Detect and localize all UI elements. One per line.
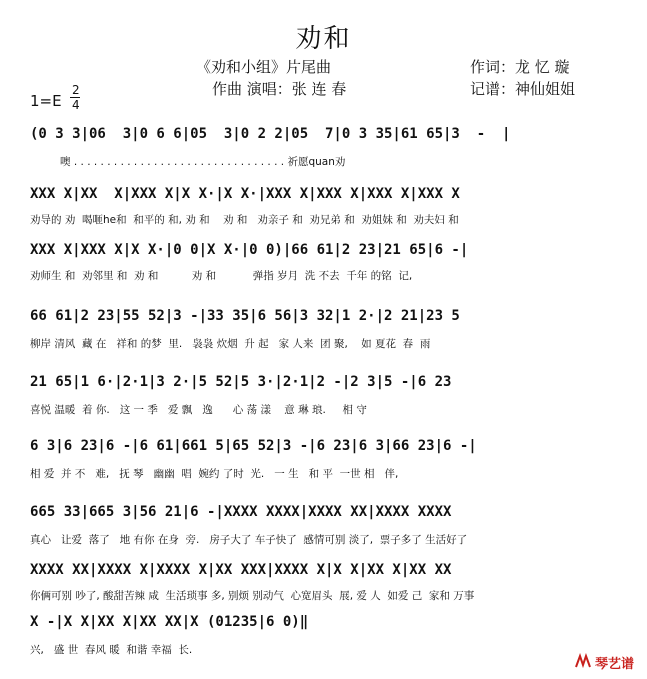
lyric-row: 真心 让爱 落了 地 有你 在身 旁. 房子大了 车子快了 感情可别 淡了, 票子多了 生活好了	[30, 534, 468, 546]
notation-row: XXX X|XX X|XXX X|X X·|X X·|XXX X|XXX X|XXX X|XXX X	[30, 186, 460, 202]
notation-row: (0 3 3|06 3|0 6 6|05 3|0 2 2|05 7|0 3 35|61 65|3 - |	[30, 126, 511, 142]
lyric-row: 喜悦 温暖 着 你. 这 一 季 爱 飘 逸 心 荡 漾 意 琳 琅. 相 守	[30, 404, 367, 416]
notation-row: 6 3|6 23|6 -|6 61|661 5|65 52|3 -|6 23|6 3|66 23|6 -|	[30, 438, 477, 454]
notation-row: XXX X|XXX X|X X·|0 0|X X·|0 0)|66 61|2 23|21 65|6 -|	[30, 242, 469, 258]
notation-row: 66 61|2 23|55 52|3 -|33 35|6 56|3 32|1 2·|2 21|23 5	[30, 308, 460, 324]
lyric-row: 劝师生 和 劝邻里 和 劝 和 劝 和 弹指 岁月 洗 不去 千年 的铭 记,	[30, 270, 413, 282]
lyric-row: 兴, 盛 世 春风 暖 和谐 幸福 长.	[30, 644, 193, 656]
lyric-row: 柳岸 清风 藏 在 祥和 的梦 里. 袅袅 炊烟 升 起 家 人来 团 聚, 如 夏花 春 雨	[30, 338, 431, 350]
notation-row: 665 33|665 3|56 21|6 -|XXXX XXXX|XXXX XX|XXXX XXXX	[30, 504, 452, 520]
composer-singer-credit: 作曲 演唱：张 连 春	[212, 80, 347, 98]
time-signature-bottom: 4	[72, 98, 80, 112]
music-note-logo-icon	[574, 653, 592, 671]
song-subtitle: 《劝和小组》片尾曲	[196, 58, 332, 76]
notation-row: X -|X X|XX X|XX XX|X (01235|6 0)‖	[30, 614, 309, 630]
notation-row: XXXX XX|XXXX X|XXXX X|XX XXX|XXXX X|X X|XX X|XX XX	[30, 562, 452, 578]
time-signature-top: 2	[72, 83, 80, 97]
key-signature: 1=E	[30, 92, 62, 110]
brand-name: 琴艺谱	[595, 656, 635, 672]
lyric-row: 你俩可别 吵了, 酸甜苦辣 咸 生活琐事 多, 别烦 别动气 心宽眉头 展, 爱 人 如爱 己 家和 万事	[30, 590, 475, 602]
lyric-row: 劝导的 劝 喝咂he和 和平的 和, 劝 和 劝 和 劝亲子 和 劝兄弟 和 劝姐妹 和 劝夫妇 和	[30, 214, 459, 226]
lyric-row: 相 爱 并 不 难, 抚 琴 幽幽 唱 婉约 了时 光. 一 生 和 平 一世 相 伴,	[30, 468, 399, 480]
brand-logo	[574, 652, 634, 672]
lyric-row: 噢 . . . . . . . . . . . . . . . . . . . . . . . . . . . . . . . . 祈愿quan劝	[60, 156, 346, 168]
lyricist-credit: 作词：龙 忆 璇	[470, 58, 570, 76]
notation-row: 21 65|1 6·|2·1|3 2·|5 52|5 3·|2·1|2 -|2 3|5 -|6 23	[30, 374, 452, 390]
song-title: 劝和	[295, 24, 352, 54]
transcriber-credit: 记谱：神仙姐姐	[470, 80, 576, 98]
